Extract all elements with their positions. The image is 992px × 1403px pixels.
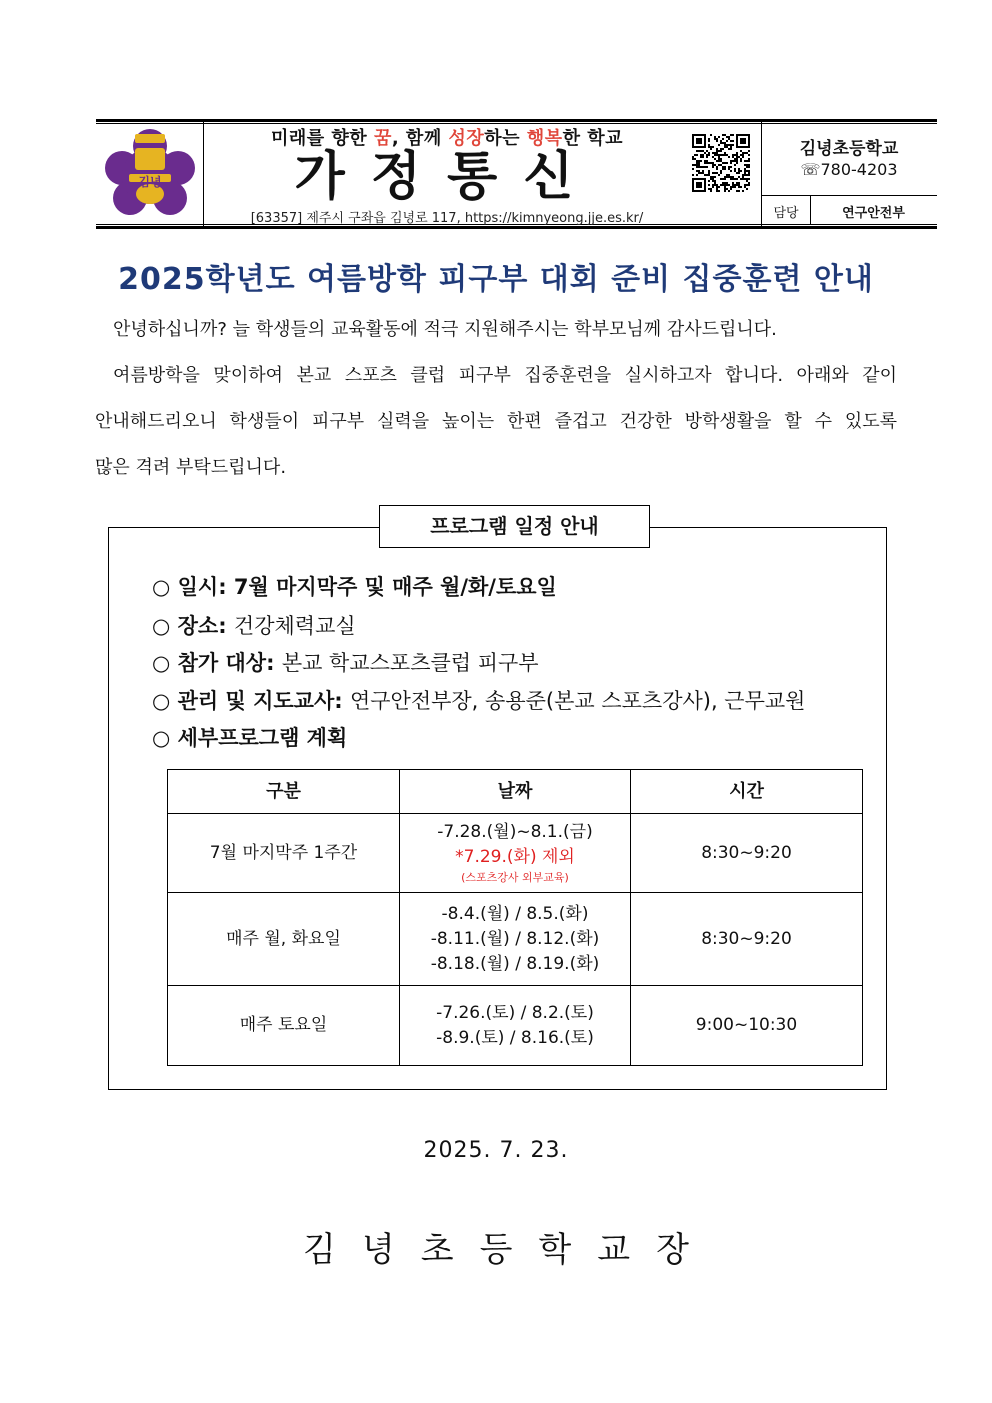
- date-line: -8.9.(토) / 8.16.(토): [436, 1027, 594, 1048]
- intro-line: 안녕하십니까? 늘 학생들의 교육활동에 적극 지원해주시는 학부모님께 감사드립니다.: [113, 319, 777, 340]
- charge-label: 담당: [773, 206, 799, 221]
- table-cell-dates: [400, 814, 631, 893]
- schedule-table: [167, 769, 863, 1066]
- logo-text: 김녕: [138, 175, 162, 189]
- table-cell-category: 매주 토요일: [168, 986, 400, 1066]
- qr-code-icon: [692, 134, 750, 192]
- table-row: [168, 986, 863, 1066]
- slogan-text: 미래를 향한: [270, 128, 374, 149]
- table-cell-category: 매주 월, 화요일: [168, 893, 400, 986]
- program-item: [152, 574, 557, 600]
- program-item-value: 본교 학교스포츠클럽 피구부: [281, 651, 539, 675]
- program-item-label: ○ 참가 대상:: [152, 651, 282, 675]
- slogan-highlight: 꿈: [373, 128, 392, 149]
- date-line: -7.26.(토) / 8.2.(토): [436, 1002, 594, 1023]
- program-item-value: 7월 마지막주 및 매주 월/화/토요일: [233, 575, 557, 599]
- header-top-rule-thick: [96, 119, 937, 122]
- date-line: -8.11.(월) / 8.12.(화): [430, 928, 600, 949]
- date-line: -8.4.(월) / 8.5.(화): [441, 903, 589, 924]
- program-item-label: ○ 일시:: [152, 575, 234, 599]
- table-row: [168, 893, 863, 986]
- table-row: [168, 814, 863, 893]
- header-divider: [203, 122, 204, 226]
- exception-sub-note: (스포츠강사 외부교육): [461, 871, 569, 884]
- slogan-text: 한 학교: [562, 128, 624, 149]
- school-address: [63357] 제주시 구좌읍 김녕로 117, https://kimnyeong.jje.es.kr/: [250, 211, 644, 226]
- table-header-cell: 구분: [168, 770, 400, 814]
- slogan-highlight: 행복: [526, 128, 563, 149]
- program-item-value: 연구안전부장, 송용준(본교 스포츠강사), 근무교원: [349, 689, 806, 713]
- header-bottom-rule-thick: [96, 226, 937, 229]
- principal-signature: 김녕초등학교장: [303, 1230, 715, 1270]
- program-item: [152, 725, 347, 751]
- exception-note: *7.29.(화) 제외: [455, 847, 575, 867]
- intro-line: 안내해드리오니 학생들이 피구부 실력을 높이는 한편 즐겁고 건강한 방학생활을 할 수 있도록: [95, 411, 897, 432]
- program-item: [152, 613, 356, 639]
- program-heading: 프로그램 일정 안내: [379, 505, 650, 548]
- table-header-row: [168, 770, 863, 814]
- school-name: 김녕초등학교: [799, 139, 899, 159]
- program-item-label: ○ 관리 및 지도교사:: [152, 689, 350, 713]
- date-line: -8.18.(월) / 8.19.(화): [430, 953, 600, 974]
- school-emblem-logo: [104, 128, 196, 220]
- program-item-label: ○ 장소:: [152, 614, 234, 638]
- header-divider: [761, 195, 937, 196]
- table-cell-time: 8:30~9:20: [631, 893, 863, 986]
- slogan-text: , 함께: [391, 128, 449, 149]
- table-header-cell: 시간: [631, 770, 863, 814]
- document-title: 2025학년도 여름방학 피구부 대회 준비 집중훈련 안내: [118, 262, 874, 297]
- charge-department: 연구안전부: [842, 206, 905, 221]
- slogan-highlight: 성장: [448, 128, 485, 149]
- document-date: 2025. 7. 23.: [423, 1138, 569, 1163]
- table-cell-dates: [400, 986, 631, 1066]
- table-cell-time: 9:00~10:30: [631, 986, 863, 1066]
- table-header-cell: 날짜: [400, 770, 631, 814]
- school-phone: ☏780-4203: [800, 160, 898, 179]
- program-item-value: 건강체력교실: [233, 614, 356, 638]
- program-item: [152, 688, 805, 714]
- table-cell-category: 7월 마지막주 1주간: [168, 814, 400, 893]
- masthead-title: 가정통신: [294, 147, 600, 207]
- program-item-label: ○ 세부프로그램 계획: [152, 726, 348, 750]
- slogan-text: 하는: [484, 128, 527, 149]
- intro-line: 여름방학을 맞이하여 본교 스포츠 클럽 피구부 집중훈련을 실시하고자 합니다. 아래와 같이: [113, 365, 897, 386]
- intro-line: 많은 격려 부탁드립니다.: [95, 457, 287, 478]
- table-cell-dates: [400, 893, 631, 986]
- program-item: [152, 650, 539, 676]
- table-cell-time: 8:30~9:20: [631, 814, 863, 893]
- date-line: -7.28.(월)~8.1.(금): [437, 822, 593, 842]
